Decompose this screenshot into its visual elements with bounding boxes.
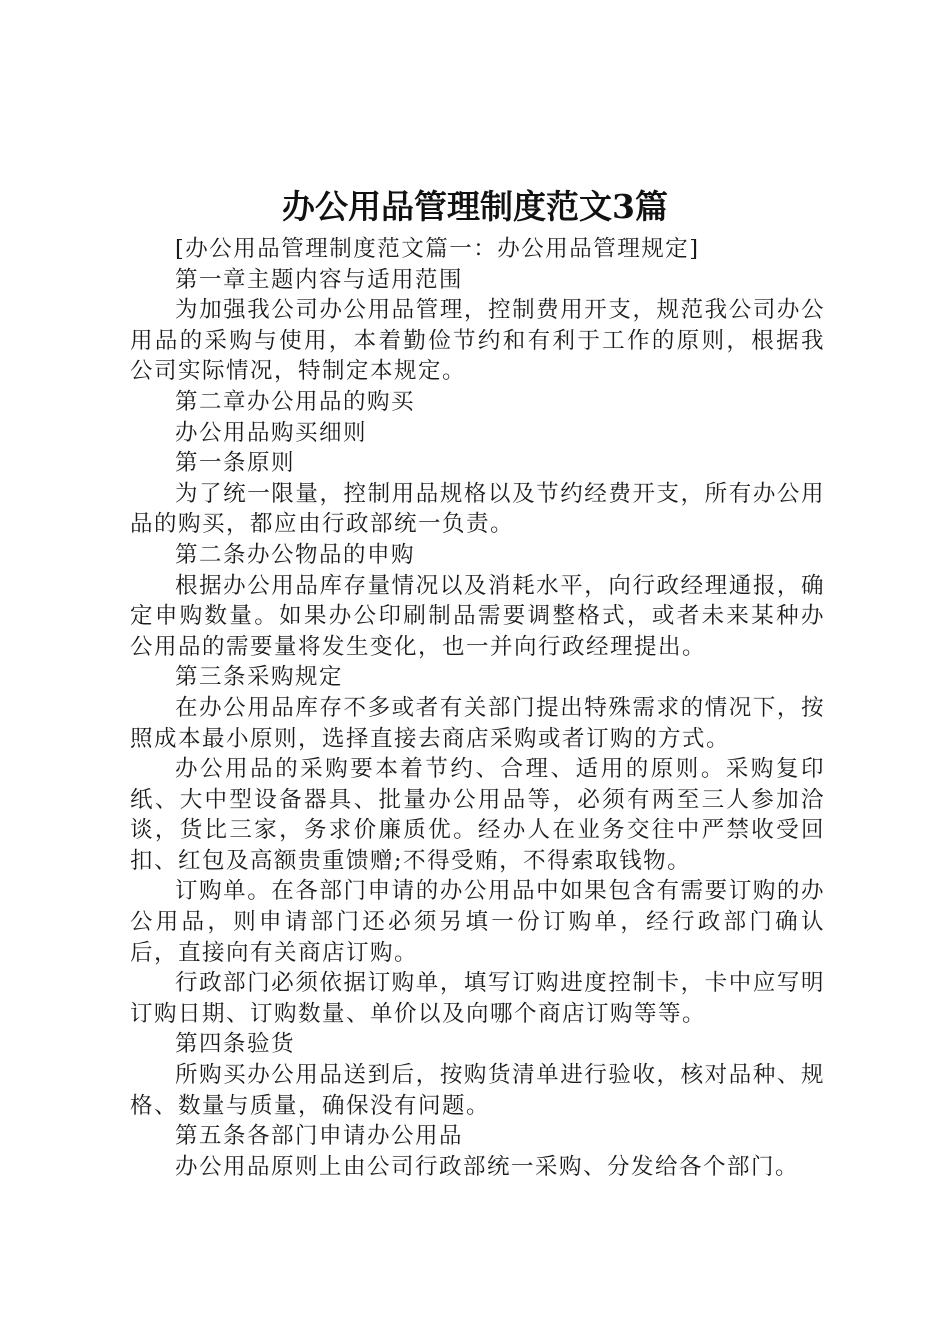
document-title: 办公用品管理制度范文3篇	[282, 187, 668, 226]
article-heading: 第三条采购规定	[175, 664, 344, 691]
paragraph: 根据办公用品库存量情况以及消耗水平，向行政经理通报，确定申购数量。如果办公印刷制品需要调整格式，或者未来某种办公用品的需要量将发生变化，也一并向行政经理提出。	[130, 572, 825, 660]
paragraph: 办公用品的采购要本着节约、合理、适用的原则。采购复印纸、大中型设备器具、批量办公用品等，必须有两至三人参加洽谈，货比三家，务求价廉质优。经办人在业务交往中严禁收受回扣、红包及高额贵重馈赠;不得受贿，不得索取钱物。	[130, 756, 825, 874]
article-heading: 第四条验货	[175, 1031, 296, 1058]
paragraph: 为了统一限量，控制用品规格以及节约经费开支，所有办公用品的购买，都应由行政部统一负责。	[130, 480, 825, 538]
chapter-heading: 第二章办公用品的购买	[175, 388, 416, 415]
article-heading: 第二条办公物品的申购	[175, 541, 416, 568]
article-heading: 第一条原则	[175, 450, 296, 477]
article-heading: 第五条各部门申请办公用品	[175, 1123, 464, 1150]
chapter-heading: 第一章主题内容与适用范围	[175, 266, 464, 293]
paragraph: 所购买办公用品送到后，按购货清单进行验收，核对品种、规格、数量与质量，确保没有问题。	[130, 1062, 825, 1119]
subsection-heading: 办公用品购买细则	[175, 419, 368, 446]
paragraph: 订购单。在各部门申请的办公用品中如果包含有需要订购的办公用品，则申请部门还必须另填一份订购单，经行政部门确认后，直接向有关商店订购。	[130, 878, 825, 966]
paragraph: 为加强我公司办公用品管理，控制费用开支，规范我公司办公用品的采购与使用，本着勤俭节约和有利于工作的原则，根据我公司实际情况，特制定本规定。	[130, 297, 825, 385]
document-body	[130, 234, 825, 1182]
section-subtitle: [办公用品管理制度范文篇一：办公用品管理规定]	[175, 236, 700, 262]
paragraph: 办公用品原则上由公司行政部统一采购、分发给各个部门。	[175, 1153, 800, 1180]
paragraph: 行政部门必须依据订购单，填写订购进度控制卡，卡中应写明订购日期、订购数量、单价以及向哪个商店订购等等。	[130, 970, 825, 1027]
paragraph: 在办公用品库存不多或者有关部门提出特殊需求的情况下，按照成本最小原则，选择直接去商店采购或者订购的方式。	[130, 694, 825, 752]
